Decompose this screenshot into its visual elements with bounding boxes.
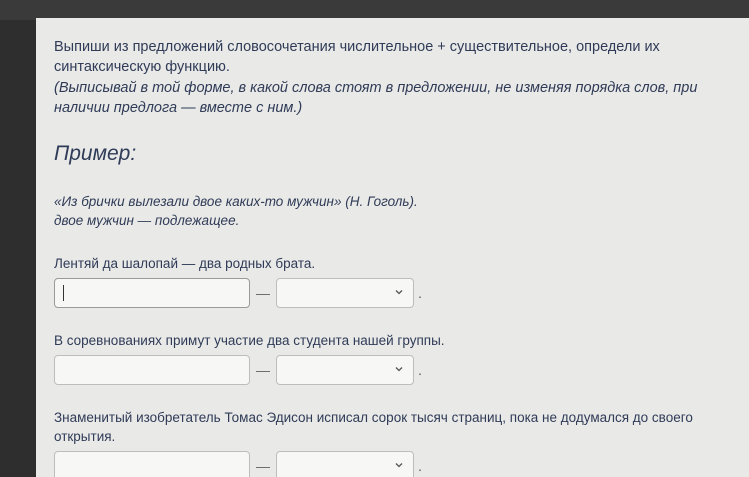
chevron-down-icon — [394, 287, 404, 297]
period: . — [418, 362, 422, 378]
phrase-input[interactable] — [54, 451, 250, 477]
task-sentence: Знаменитый изобретатель Томас Эдисон исписал сорок тысяч страниц, пока не додумался до своего открытия. — [54, 410, 693, 444]
dash-separator: — — [256, 458, 270, 474]
chevron-down-icon — [394, 364, 404, 374]
top-bar — [0, 0, 749, 20]
answer-row — [54, 450, 749, 477]
dash-separator: — — [256, 362, 270, 378]
task-sentence: Лентяй да шалопай — два родных брата. — [54, 256, 316, 271]
function-select[interactable] — [276, 451, 414, 477]
phrase-input-wrapper — [54, 278, 250, 308]
task-3 — [54, 408, 749, 477]
exercise-card — [36, 18, 749, 477]
phrase-input[interactable] — [54, 278, 250, 308]
example-heading: Пример: — [54, 142, 137, 165]
instructions-main: Выпиши из предложений словосочетания числительное + существительное, определи их синтаксическую функцию. — [54, 39, 660, 75]
example-quote: «Из брички вылезали двое каких-то мужчин» (Н. Гоголь). — [54, 194, 418, 209]
task-sentence: В соревнованиях примут участие два студента нашей группы. — [54, 333, 445, 348]
phrase-input[interactable] — [54, 355, 250, 385]
function-select[interactable] — [276, 355, 414, 385]
function-select[interactable] — [276, 278, 414, 308]
instructions-note: (Выписывай в той форме, в какой слова стоят в предложении, не изменяя порядка слов, при наличии предлога — вместе с ним.) — [54, 80, 698, 116]
example-answer: двое мужчин — подлежащее. — [54, 213, 240, 228]
answer-row — [54, 354, 749, 386]
answer-row — [54, 277, 749, 309]
instructions — [54, 37, 734, 118]
task-1 — [54, 254, 749, 309]
period: . — [418, 285, 422, 301]
task-2 — [54, 331, 749, 386]
period: . — [418, 458, 422, 474]
dash-separator: — — [256, 285, 270, 301]
chevron-down-icon — [394, 460, 404, 470]
example-block — [54, 192, 749, 230]
